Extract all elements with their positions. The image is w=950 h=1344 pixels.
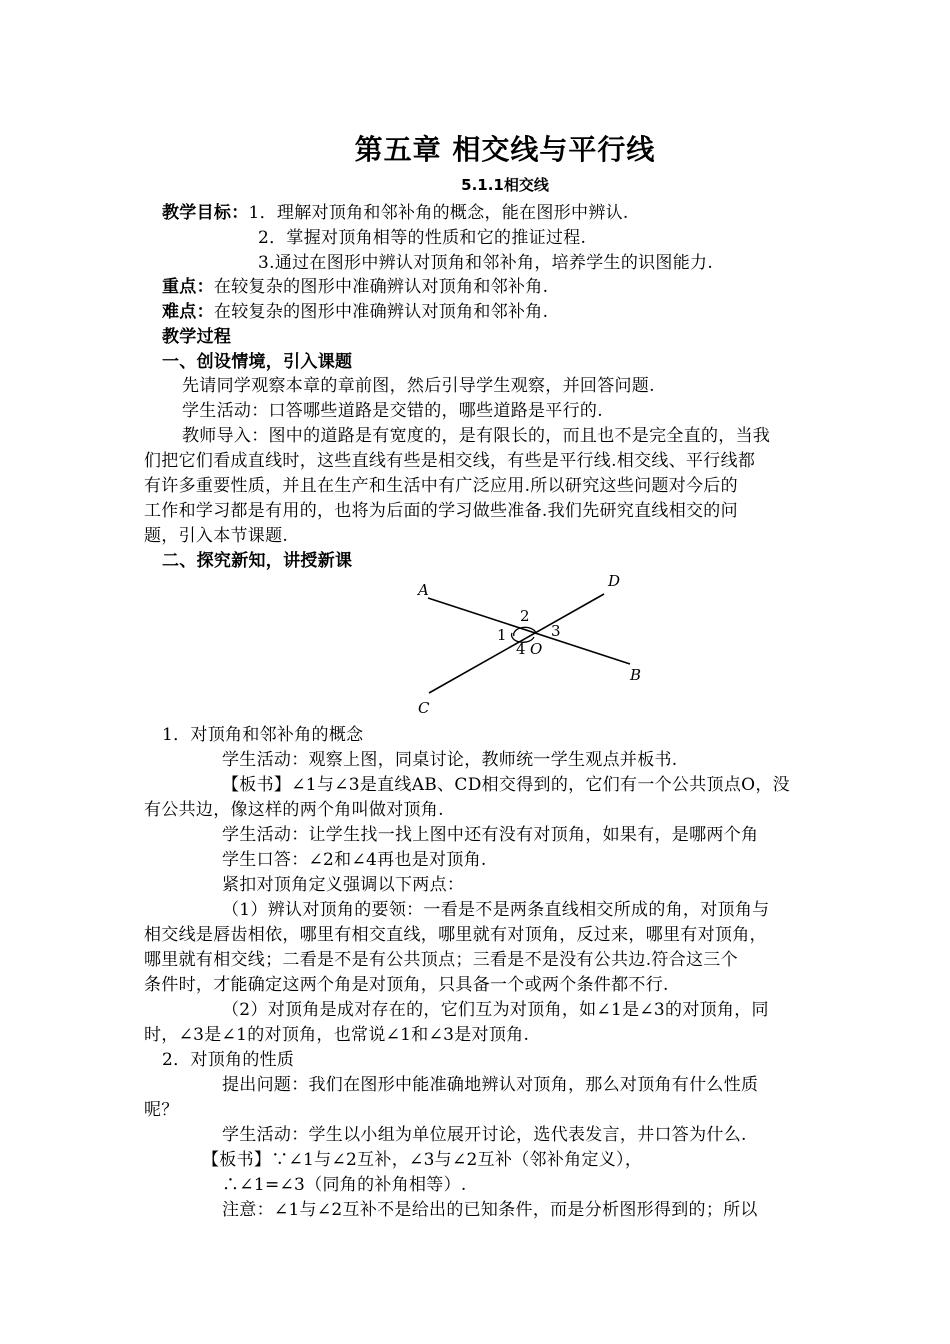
- s1-paragraph-7-line-1: （2）对顶角是成对存在的，它们互为对顶角，如∠1是∠3的对顶角，同: [222, 1000, 769, 1020]
- label-angle-2: 2: [520, 607, 530, 625]
- part2-heading: 二、探究新知，讲授新课: [162, 551, 353, 571]
- s1-paragraph-1: 学生活动：观察上图，同桌讨论，教师统一学生观点并板书.: [222, 750, 678, 770]
- diff-text: 在较复杂的图形中准确辨认对顶角和邻补角.: [213, 302, 549, 322]
- s2-paragraph-3: 【板书】∵∠1与∠2互补，∠3与∠2互补（邻补角定义），: [202, 1150, 643, 1170]
- s1-paragraph-5: 紧扣对顶角定义强调以下两点：: [222, 875, 465, 895]
- s1-paragraph-7-line-2: 时，∠3是∠1的对顶角，也常说∠1和∠3是对顶角.: [144, 1025, 530, 1045]
- key-text: 在较复杂的图形中准确辨认对顶角和邻补角.: [213, 277, 549, 297]
- teaching-goals: [162, 200, 629, 226]
- key-point: [162, 274, 548, 300]
- label-c: C: [418, 699, 430, 717]
- s1-paragraph-3: 学生活动：让学生找一找上图中还有没有对顶角，如果有，是哪两个角: [222, 825, 759, 845]
- s1-paragraph-6-line-4: 条件时，才能确定这两个角是对顶角，只具备一个或两个条件都不行.: [144, 975, 669, 995]
- s2-paragraph-1-line-1: 提出问题：我们在图形中能准确地辨认对顶角，那么对顶角有什么性质: [222, 1075, 759, 1095]
- s2-paragraph-2: 学生活动：学生以小组为单位展开讨论，选代表发言，井口答为什么.: [222, 1125, 747, 1145]
- part1-heading: 一、创设情境，引入课题: [162, 352, 353, 372]
- paragraph-2: 学生活动：口答哪些道路是交错的，哪些道路是平行的.: [182, 401, 603, 421]
- s1-paragraph-6-line-3: 哪里就有相交线；二看是不是有公共顶点；三看是不是没有公共边.符合这三个: [144, 950, 738, 970]
- paragraph-1: 先请同学观察本章的章前图，然后引导学生观察，并回答问题.: [182, 376, 655, 396]
- s1-paragraph-2-line-1: 【板书】∠1与∠3是直线AB、CD相交得到的，它们有一个公共顶点O，没: [222, 775, 790, 795]
- goal-2: 2．掌握对顶角相等的性质和它的推证过程.: [258, 228, 587, 248]
- goal-3: 3.通过在图形中辨认对顶角和邻补角，培养学生的识图能力.: [258, 253, 714, 273]
- s2-paragraph-1-line-2: 呢？: [144, 1100, 179, 1120]
- s1-paragraph-6-line-2: 相交线是唇齿相依，哪里有相交直线，哪里就有对顶角，反过来，哪里有对顶角，: [144, 925, 767, 945]
- s1-paragraph-6-line-1: （1）辨认对顶角的要领：一看是不是两条直线相交所成的角，对顶角与: [222, 900, 770, 920]
- intersecting-lines-figure: [408, 570, 653, 718]
- goal-1: 1．理解对顶角和邻补角的概念，能在图形中辨认.: [248, 203, 629, 223]
- s2-paragraph-4: ∴∠1=∠3（同角的补角相等）.: [222, 1175, 467, 1195]
- s1-paragraph-4: 学生口答：∠2和∠4再也是对顶角.: [222, 850, 487, 870]
- label-angle-4: 4: [516, 640, 526, 658]
- s1-paragraph-2-line-2: 有公共边，像这样的两个角叫做对顶角.: [144, 800, 444, 820]
- goal-label: 教学目标：: [162, 203, 249, 223]
- label-o: O: [530, 640, 543, 658]
- difficult-point: [162, 299, 548, 325]
- key-label: 重点：: [162, 277, 214, 297]
- paragraph-3-line-3: 有许多重要性质，并且在生产和生活中有广泛应用.所以研究这些问题对今后的: [144, 476, 738, 496]
- paragraph-3-line-2: 们把它们看成直线时，这些直线有些是相交线，有些是平行线.相交线、平行线都: [144, 451, 756, 471]
- label-angle-1: 1: [497, 626, 507, 644]
- paragraph-3-line-4: 工作和学习都是有用的，也将为后面的学习做些准备.我们先研究直线相交的问: [144, 501, 738, 521]
- section-2-heading: 2．对顶角的性质: [162, 1050, 295, 1070]
- process-heading: 教学过程: [162, 327, 232, 347]
- chapter-title: 第五章 相交线与平行线: [354, 133, 656, 166]
- label-angle-3: 3: [551, 622, 561, 640]
- section-title: 5.1.1相交线: [461, 176, 549, 194]
- label-d: D: [608, 572, 621, 590]
- s2-paragraph-5: 注意：∠1与∠2互补不是给出的已知条件，而是分析图形得到的；所以: [222, 1200, 758, 1220]
- paragraph-3-line-1: 教师导入：图中的道路是有宽度的，是有限长的，而且也不是完全直的，当我: [182, 426, 771, 446]
- section-1-heading: 1．对顶角和邻补角的概念: [162, 725, 364, 745]
- diff-label: 难点：: [162, 302, 214, 322]
- label-a: A: [418, 581, 429, 599]
- label-b: B: [630, 666, 642, 684]
- paragraph-3-line-5: 题，引入本节课题.: [144, 526, 289, 546]
